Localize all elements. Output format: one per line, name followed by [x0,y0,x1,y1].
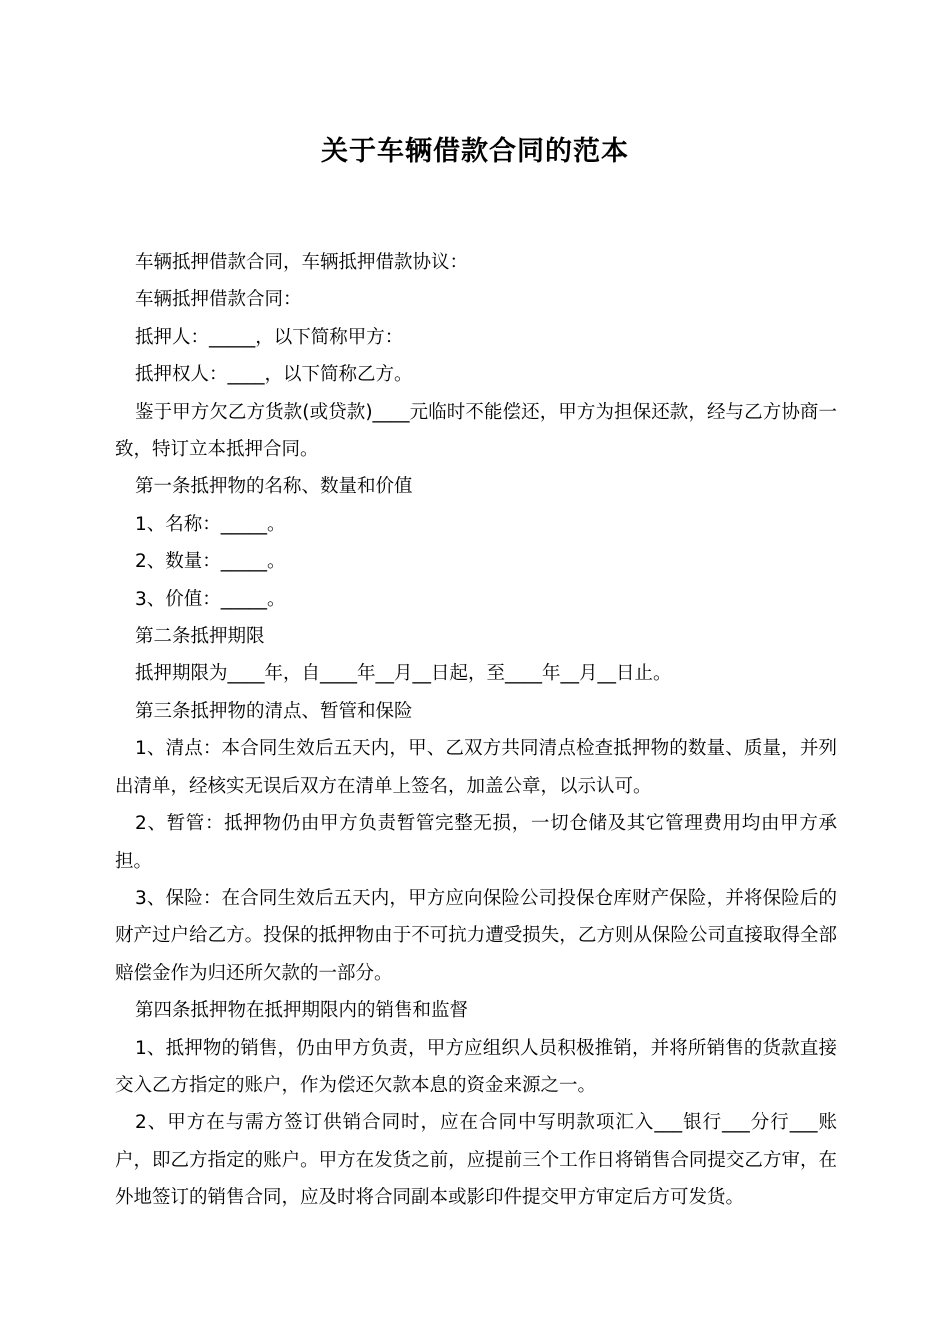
document-title: 关于车辆借款合同的范本 [321,136,629,167]
article-3-item-inventory: 1、清点：本合同生效后五天内，甲、乙双方共同清点检查抵押物的数量、质量，并列出清单，经核实无误后双方在清单上签名，加盖公章，以示认可。 [115,738,837,797]
article-1-item-name: 1、名称：_____。 [135,513,286,535]
document-body [115,244,837,1217]
article-2-term: 抵押期限为____年，自____年__月__日起，至____年__月__日止。 [135,663,672,685]
paragraph-mortgagee: 抵押权人：____，以下简称乙方。 [135,364,413,386]
paragraph-mortgagor: 抵押人：_____，以下简称甲方： [135,326,404,348]
article-3-heading: 第三条抵押物的清点、暂管和保险 [135,700,413,722]
article-1-item-quantity: 2、数量：_____。 [135,551,286,573]
article-4-item-sales: 1、抵押物的销售，仍由甲方负责，甲方应组织人员积极推销，并将所销售的货款直接交入乙方指定的账户，作为偿还欠款本息的资金来源之一。 [115,1037,837,1096]
paragraph-contract-heading: 车辆抵押借款合同： [135,289,302,311]
article-2-heading: 第二条抵押期限 [135,626,265,648]
article-4-heading: 第四条抵押物在抵押期限内的销售和监督 [135,1000,469,1022]
paragraph-preamble: 鉴于甲方欠乙方货款(或贷款)____元临时不能偿还，甲方为担保还款，经与乙方协商一致，特订立本抵押合同。 [115,401,837,461]
article-1-heading: 第一条抵押物的名称、数量和价值 [135,476,413,498]
article-4-item-contracts: 2、甲方在与需方签订供销合同时，应在合同中写明款项汇入___银行___分行___账户，即乙方指定的账户。甲方在发货之前，应提前三个工作日将销售合同提交乙方审，在外地签订的销售合同，应及时将合同副本或影印件提交甲方审定后方可发货。 [115,1112,837,1209]
article-1-item-value: 3、价值：_____。 [135,588,286,610]
article-3-item-custody: 2、暂管：抵押物仍由甲方负责暂管完整无损，一切仓储及其它管理费用均由甲方承担。 [115,813,837,872]
article-3-item-insurance: 3、保险：在合同生效后五天内，甲方应向保险公司投保仓库财产保险，并将保险后的财产过户给乙方。投保的抵押物由于不可抗力遭受损失，乙方则从保险公司直接取得全部赔偿金作为归还所欠款的一部分。 [115,887,837,984]
paragraph-intro: 车辆抵押借款合同，车辆抵押借款协议： [135,252,469,273]
